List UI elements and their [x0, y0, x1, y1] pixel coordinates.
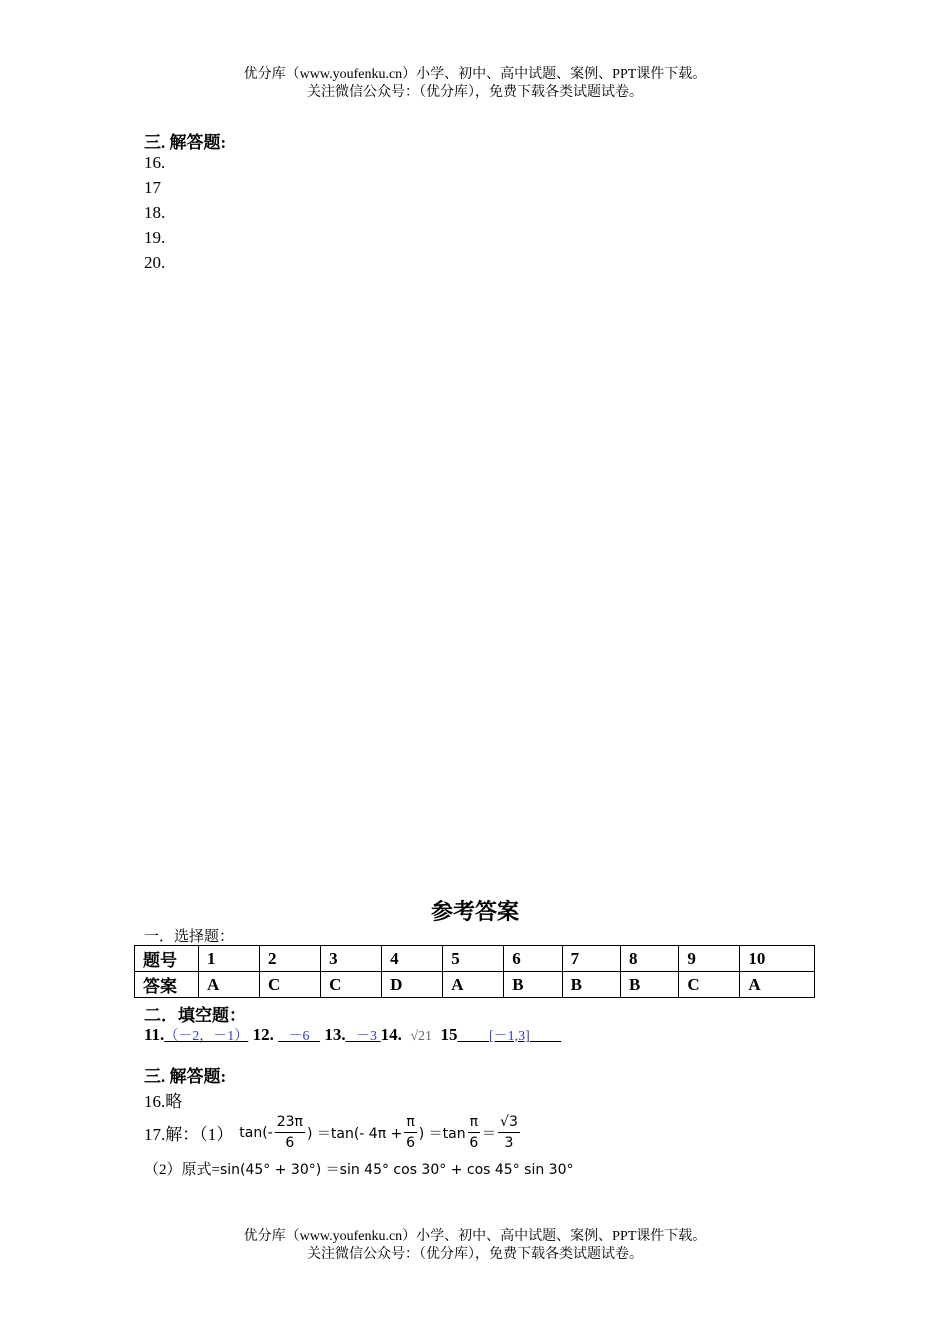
q11-label: 11.	[144, 1025, 165, 1044]
table-cell: A	[199, 972, 260, 998]
question-20: 20.	[144, 253, 166, 272]
question-18: 18.	[144, 203, 166, 222]
answer-17-equation-1	[239, 1112, 522, 1153]
page-footer	[0, 1228, 950, 1264]
header-line-2: 关注微信公众号：（优分库），免费下载各类试题试卷。	[307, 85, 643, 100]
table-cell: D	[382, 972, 443, 998]
fraction	[404, 1112, 416, 1153]
answer-title: 参考答案	[430, 899, 519, 924]
q12-label: 12.	[252, 1025, 274, 1044]
fraction	[498, 1112, 520, 1153]
page-header	[0, 66, 950, 102]
numerator: π	[404, 1112, 416, 1133]
table-cell: 1	[199, 946, 260, 972]
table-cell: 7	[562, 946, 620, 972]
answer-17-equation-2: sin(45° + 30°) ＝sin 45° cos 30° + cos 45° sin 30°	[219, 1162, 574, 1178]
footer-line-1: 优分库（www.youfenku.cn）小学、初中、高中试题、案例、PPT课件下载。	[243, 1229, 707, 1244]
numerator: π	[468, 1112, 480, 1133]
q12-answer-text: －6	[288, 1029, 310, 1044]
denominator: 6	[469, 1135, 479, 1151]
answer-17-part2-label: （2）原式=	[144, 1162, 220, 1178]
table-cell: 9	[679, 946, 740, 972]
q15-label: 15	[440, 1025, 458, 1044]
q14-answer: √21	[410, 1029, 432, 1044]
fraction	[468, 1112, 480, 1153]
table-cell: B	[620, 972, 678, 998]
eq1-term: ) ＝tan(- 4π +	[306, 1125, 403, 1142]
numerator: 23π	[275, 1112, 305, 1133]
table-cell: C	[679, 972, 740, 998]
part3-label: 三. 解答题:	[144, 1067, 227, 1086]
table-cell: B	[562, 972, 620, 998]
answer-17-prefix: 17.解：（1）	[144, 1125, 234, 1144]
question-19: 19.	[144, 228, 166, 247]
table-row-answers	[135, 972, 815, 998]
table-cell: 4	[382, 946, 443, 972]
q13-answer	[346, 1029, 381, 1044]
q11-answer: （－2，－1）	[164, 1029, 249, 1044]
fraction	[275, 1112, 305, 1153]
header-line-1: 优分库（www.youfenku.cn）小学、初中、高中试题、案例、PPT课件下载。	[243, 67, 707, 82]
table-cell: 8	[620, 946, 678, 972]
q13-answer-text: －3	[356, 1029, 378, 1044]
footer-line-2: 关注微信公众号：（优分库），免费下载各类试题试卷。	[307, 1247, 643, 1262]
eq1-term: ) ＝tan	[418, 1125, 466, 1142]
denominator: 6	[285, 1135, 295, 1151]
denominator: 3	[504, 1135, 514, 1151]
eq1-term: tan(-	[239, 1124, 273, 1141]
answer-16: 16.略	[144, 1092, 183, 1111]
question-16: 16.	[144, 153, 166, 172]
question-17: 17	[144, 178, 161, 197]
part2-label: 二．填空题：	[144, 1006, 246, 1025]
table-cell: 3	[321, 946, 382, 972]
table-row-numbers	[135, 946, 815, 972]
table-cell: C	[321, 972, 382, 998]
eq1-term: ＝	[482, 1125, 497, 1142]
table-cell: 10	[740, 946, 815, 972]
q15-answer-text: [－1,3]	[489, 1029, 530, 1044]
answer-table	[134, 945, 815, 998]
table-cell: C	[260, 972, 321, 998]
table-cell: 2	[260, 946, 321, 972]
q15-answer	[458, 1029, 562, 1044]
table-head-answer: 答案	[135, 972, 199, 998]
numerator: √3	[498, 1112, 520, 1133]
part1-label: 一．选择题：	[144, 929, 235, 945]
denominator: 6	[406, 1135, 415, 1151]
table-head-number: 题号	[135, 946, 199, 972]
answer-17-part2	[144, 1158, 573, 1179]
table-cell: A	[443, 972, 504, 998]
table-cell: 5	[443, 946, 504, 972]
q12-answer	[278, 1029, 320, 1044]
q14-label: 14.	[380, 1025, 402, 1044]
section3-title: 三. 解答题:	[144, 133, 227, 152]
answer-17-part1	[144, 1112, 522, 1153]
table-cell: A	[740, 972, 815, 998]
table-cell: B	[504, 972, 562, 998]
q13-label: 13.	[324, 1025, 346, 1044]
fill-in-answers	[144, 1025, 561, 1045]
table-cell: 6	[504, 946, 562, 972]
